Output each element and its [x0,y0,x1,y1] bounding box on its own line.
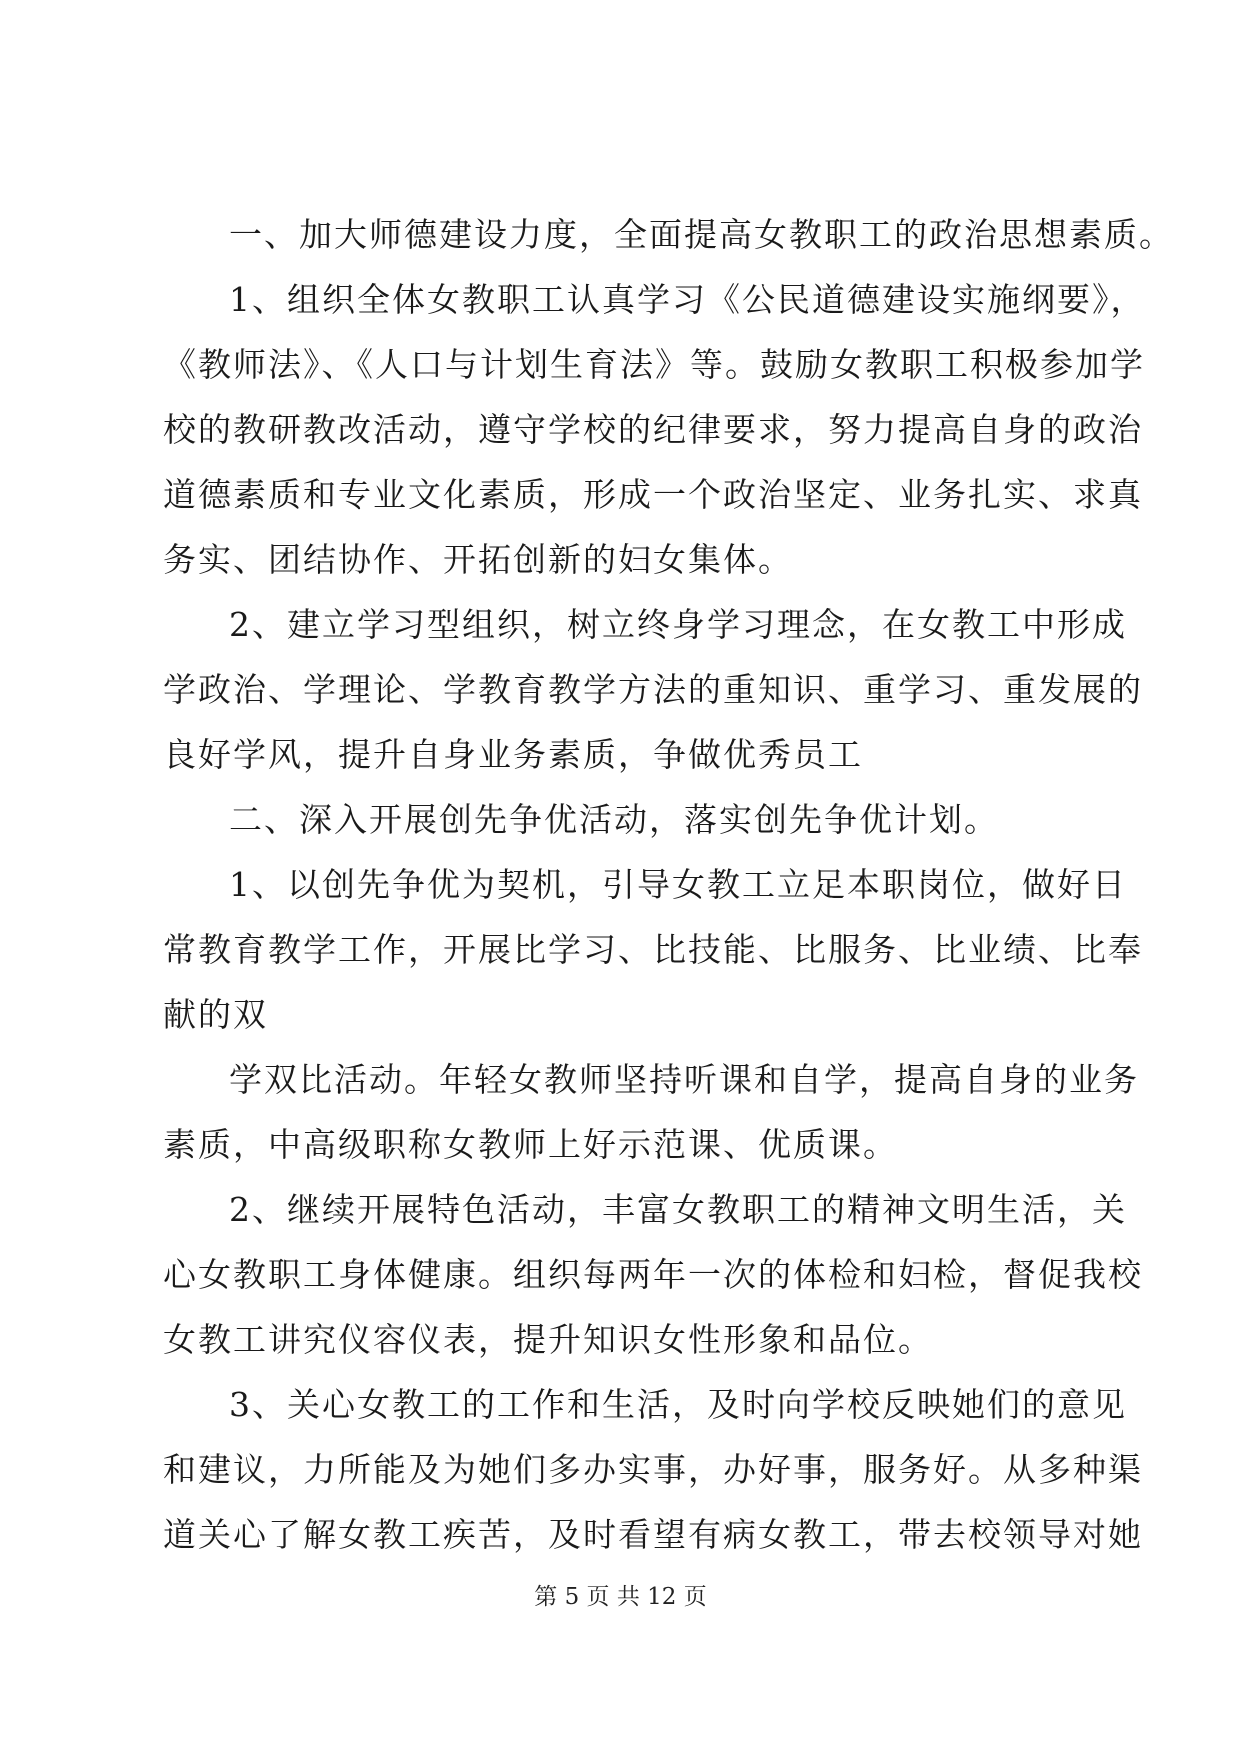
section-heading-2: 二、深入开展创先争优活动，落实创先争优计划。 [229,800,999,839]
paragraph-line: 2、继续开展特色活动，丰富女教职工的精神文明生活，关 [229,1190,1127,1229]
page-footer: 第 5 页 共 12 页 [534,1584,707,1610]
paragraph-line: 学政治、学理论、学教育教学方法的重知识、重学习、重发展的 [163,670,1143,709]
paragraph-line: 道关心了解女教工疾苦，及时看望有病女教工，带去校领导对她 [163,1515,1143,1554]
paragraph-line: 女教工讲究仪容仪表，提升知识女性形象和品位。 [163,1320,933,1359]
paragraph-line: 1、组织全体女教职工认真学习《公民道德建设实施纲要》， [229,280,1146,319]
paragraph-line: 道德素质和专业文化素质，形成一个政治坚定、业务扎实、求真 [163,475,1143,514]
paragraph-line: 和建议，力所能及为她们多办实事，办好事，服务好。从多种渠 [163,1450,1143,1489]
paragraph-line: 1、以创先争优为契机，引导女教工立足本职岗位，做好日 [229,865,1127,904]
paragraph-line: 2、建立学习型组织，树立终身学习理念，在女教工中形成 [229,605,1127,644]
paragraph-line: 献的双 [163,995,268,1034]
paragraph-line: 《教师法》、《人口与计划生育法》等。鼓励女教职工积极参加学 [163,345,1145,384]
paragraph-line: 素质，中高级职称女教师上好示范课、优质课。 [163,1125,898,1164]
paragraph-line: 3、关心女教工的工作和生活，及时向学校反映她们的意见 [229,1385,1127,1424]
section-heading-1: 一、加大师德建设力度，全面提高女教职工的政治思想素质。 [229,215,1174,254]
paragraph-line: 常教育教学工作，开展比学习、比技能、比服务、比业绩、比奉 [163,930,1143,969]
paragraph-line: 校的教研教改活动，遵守学校的纪律要求，努力提高自身的政治 [163,410,1143,449]
paragraph-line: 良好学风，提升自身业务素质，争做优秀员工 [163,735,863,774]
paragraph-line: 心女教职工身体健康。组织每两年一次的体检和妇检，督促我校 [163,1255,1143,1294]
paragraph-line: 学双比活动。年轻女教师坚持听课和自学，提高自身的业务 [229,1060,1139,1099]
paragraph-line: 务实、团结协作、开拓创新的妇女集体。 [163,540,793,579]
